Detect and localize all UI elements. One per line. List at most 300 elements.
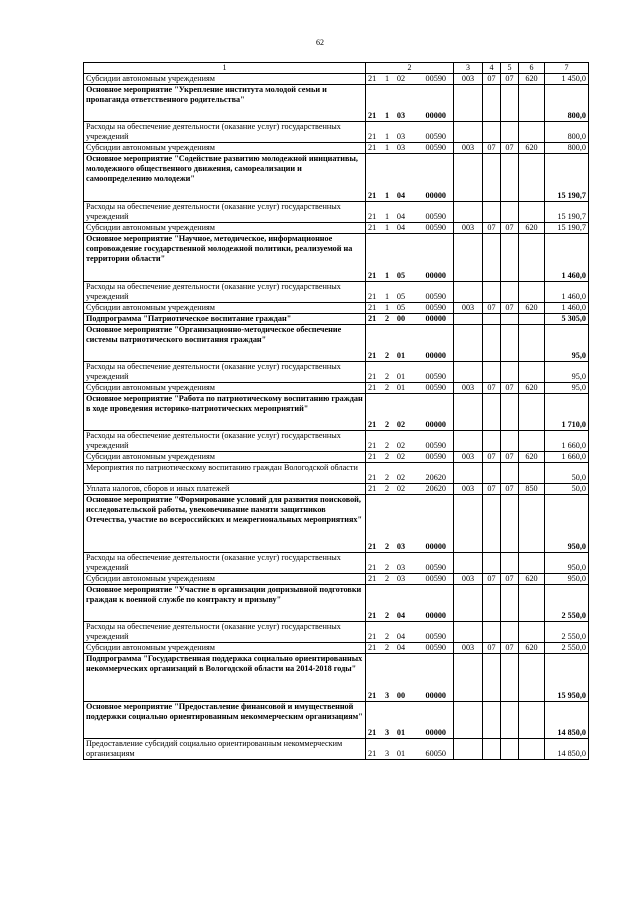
row-col-3 [454, 202, 483, 223]
row-code-part: 00590 [425, 132, 446, 141]
row-col-3 [454, 362, 483, 383]
row-name: Основное мероприятие "Содействие развитию молодежной инициативы, молодежного общественного движения, самореализации и самоопределению молодежи" [84, 154, 366, 202]
row-code-part: 00000 [425, 314, 446, 323]
row-col-3: 003 [454, 74, 483, 85]
row-code-part: 21 [368, 611, 377, 620]
row-code-part: 00590 [425, 574, 446, 583]
row-col-5 [501, 122, 519, 143]
row-col-6: 620 [519, 383, 545, 394]
row-code-part: 1 [384, 143, 390, 152]
row-code-part: 1 [384, 191, 390, 200]
row-col-7: 800,0 [545, 122, 589, 143]
row-code [366, 362, 454, 383]
row-name: Предоставление субсидий социально ориентированным некоммерческим организациям [84, 739, 366, 760]
page-number: 62 [316, 38, 324, 47]
row-name: Субсидии автономным учреждениям [84, 143, 366, 154]
row-col-3 [454, 431, 483, 452]
row-code-part: 2 [384, 611, 390, 620]
row-col-6 [519, 553, 545, 574]
row-code-part: 60050 [425, 749, 446, 758]
table-row [84, 553, 589, 574]
row-code [366, 654, 454, 702]
row-col-6 [519, 234, 545, 282]
row-col-5 [501, 85, 519, 122]
row-col-6 [519, 431, 545, 452]
row-code [366, 143, 454, 154]
row-col-3: 003 [454, 643, 483, 654]
row-code-part: 21 [368, 643, 377, 652]
row-code-part: 2 [384, 542, 390, 551]
table-row [84, 394, 589, 431]
row-col-7: 1 460,0 [545, 303, 589, 314]
row-col-6: 850 [519, 484, 545, 495]
row-col-5: 07 [501, 74, 519, 85]
row-col-7: 950,0 [545, 574, 589, 585]
row-code-part: 00000 [425, 271, 446, 280]
row-col-6 [519, 739, 545, 760]
row-col-3 [454, 154, 483, 202]
row-code-part: 1 [384, 292, 390, 301]
row-code-part: 02 [396, 452, 406, 461]
row-col-4: 07 [483, 383, 501, 394]
row-code-part: 21 [368, 728, 377, 737]
row-col-7: 50,0 [545, 484, 589, 495]
row-code-part: 21 [368, 143, 377, 152]
row-col-4: 07 [483, 574, 501, 585]
row-col-5: 07 [501, 484, 519, 495]
row-code-part: 21 [368, 691, 377, 700]
row-code [366, 622, 454, 643]
table-row [84, 314, 589, 325]
row-code-part: 21 [368, 542, 377, 551]
row-code-part: 00590 [425, 563, 446, 572]
row-name: Мероприятия по патриотическому воспитанию граждан Вологодской области [84, 463, 366, 484]
row-name: Основное мероприятие "Участие в организации допризывной подготовки граждан к военной службе по контракту и призыву" [84, 585, 366, 622]
row-code-part: 03 [396, 143, 406, 152]
table-row [84, 362, 589, 383]
row-code-part: 04 [396, 212, 406, 221]
row-code-part: 04 [396, 223, 406, 232]
row-col-6 [519, 585, 545, 622]
row-col-7: 95,0 [545, 325, 589, 362]
row-code-part: 00000 [425, 111, 446, 120]
row-col-7: 5 305,0 [545, 314, 589, 325]
row-code [366, 154, 454, 202]
row-code-part: 01 [396, 728, 406, 737]
row-code-part: 21 [368, 271, 377, 280]
row-code [366, 495, 454, 553]
row-code-part: 00590 [425, 303, 446, 312]
row-col-6 [519, 702, 545, 739]
row-code-part: 04 [396, 643, 406, 652]
row-code-part: 3 [384, 728, 390, 737]
row-col-6 [519, 282, 545, 303]
row-code-part: 21 [368, 372, 377, 381]
row-col-4 [483, 325, 501, 362]
row-name: Субсидии автономным учреждениям [84, 74, 366, 85]
row-col-3 [454, 314, 483, 325]
table-row [84, 495, 589, 553]
row-col-4 [483, 234, 501, 282]
row-col-3 [454, 122, 483, 143]
row-col-6: 620 [519, 74, 545, 85]
row-col-5 [501, 495, 519, 553]
row-col-7: 1 460,0 [545, 234, 589, 282]
row-code-part: 21 [368, 303, 377, 312]
row-code-part: 21 [368, 473, 377, 482]
row-col-7: 1 660,0 [545, 431, 589, 452]
row-col-6 [519, 85, 545, 122]
row-code-part: 21 [368, 111, 377, 120]
row-col-5 [501, 654, 519, 702]
row-code-part: 21 [368, 749, 377, 758]
row-col-7: 1 450,0 [545, 74, 589, 85]
row-name: Расходы на обеспечение деятельности (оказание услуг) государственных учреждений [84, 122, 366, 143]
row-code [366, 325, 454, 362]
row-col-5 [501, 362, 519, 383]
row-col-7: 15 190,7 [545, 202, 589, 223]
row-name: Расходы на обеспечение деятельности (оказание услуг) государственных учреждений [84, 431, 366, 452]
row-code [366, 394, 454, 431]
column-header-4: 4 [483, 63, 501, 74]
row-col-5: 07 [501, 452, 519, 463]
row-name: Основное мероприятие "Предоставление финансовой и имущественной поддержки социально ориентированным некоммерческим организациям" [84, 702, 366, 739]
row-code-part: 21 [368, 441, 377, 450]
row-code-part: 2 [384, 383, 390, 392]
row-code-part: 05 [396, 271, 406, 280]
row-col-7: 2 550,0 [545, 585, 589, 622]
row-code [366, 643, 454, 654]
row-code-part: 1 [384, 74, 390, 83]
row-code-part: 00000 [425, 611, 446, 620]
row-col-7: 50,0 [545, 463, 589, 484]
row-col-5: 07 [501, 383, 519, 394]
table-row [84, 282, 589, 303]
row-col-6 [519, 314, 545, 325]
row-col-4 [483, 85, 501, 122]
row-col-3: 003 [454, 452, 483, 463]
row-col-6 [519, 202, 545, 223]
row-code [366, 383, 454, 394]
row-col-4 [483, 622, 501, 643]
row-code-part: 2 [384, 473, 390, 482]
row-col-4 [483, 654, 501, 702]
row-col-4 [483, 282, 501, 303]
row-code-part: 00590 [425, 383, 446, 392]
row-code-part: 2 [384, 314, 390, 323]
row-col-5 [501, 394, 519, 431]
row-code-part: 1 [384, 132, 390, 141]
row-col-5 [501, 431, 519, 452]
row-name: Расходы на обеспечение деятельности (оказание услуг) государственных учреждений [84, 622, 366, 643]
table-row [84, 154, 589, 202]
row-col-5: 07 [501, 574, 519, 585]
row-col-4 [483, 702, 501, 739]
row-code-part: 2 [384, 574, 390, 583]
row-code [366, 574, 454, 585]
row-code-part: 21 [368, 351, 377, 360]
column-header-7: 7 [545, 63, 589, 74]
row-name: Уплата налогов, сборов и иных платежей [84, 484, 366, 495]
row-code-part: 00000 [425, 542, 446, 551]
row-code-part: 00590 [425, 143, 446, 152]
row-col-3: 003 [454, 383, 483, 394]
row-name: Подпрограмма "Государственная поддержка социально ориентированных некоммерческих организаций в Вологодской области на 2014-2018 годы" [84, 654, 366, 702]
row-code-part: 00590 [425, 643, 446, 652]
row-col-7: 95,0 [545, 383, 589, 394]
row-col-6 [519, 325, 545, 362]
table-row [84, 85, 589, 122]
row-name: Расходы на обеспечение деятельности (оказание услуг) государственных учреждений [84, 282, 366, 303]
row-code-part: 2 [384, 632, 390, 641]
row-code-part: 2 [384, 420, 390, 429]
row-code-part: 20620 [425, 484, 446, 493]
row-code-part: 21 [368, 420, 377, 429]
row-col-6: 620 [519, 223, 545, 234]
row-name: Субсидии автономным учреждениям [84, 383, 366, 394]
row-name: Основное мероприятие "Организационно-методическое обеспечение системы патриотического воспитания граждан" [84, 325, 366, 362]
row-name: Субсидии автономным учреждениям [84, 303, 366, 314]
table-row [84, 463, 589, 484]
table-row [84, 74, 589, 85]
row-col-7: 15 190,7 [545, 223, 589, 234]
budget-table [83, 62, 589, 760]
row-name: Основное мероприятие "Научное, методическое, информационное сопровождение государственной молодежной политики, реализуемой на территории области" [84, 234, 366, 282]
row-col-5 [501, 202, 519, 223]
row-col-5 [501, 325, 519, 362]
row-col-7: 15 190,7 [545, 154, 589, 202]
table-row [84, 303, 589, 314]
row-code-part: 02 [396, 420, 406, 429]
row-code-part: 21 [368, 292, 377, 301]
row-code [366, 452, 454, 463]
row-col-7: 950,0 [545, 553, 589, 574]
row-col-7: 950,0 [545, 495, 589, 553]
row-col-4 [483, 553, 501, 574]
row-code-part: 21 [368, 632, 377, 641]
row-col-6 [519, 154, 545, 202]
column-header-5: 5 [501, 63, 519, 74]
row-code-part: 2 [384, 484, 390, 493]
row-col-3 [454, 654, 483, 702]
row-code-part: 04 [396, 191, 406, 200]
row-code-part: 01 [396, 383, 406, 392]
row-col-5 [501, 739, 519, 760]
row-code-part: 1 [384, 212, 390, 221]
row-code-part: 05 [396, 303, 406, 312]
row-col-6 [519, 394, 545, 431]
column-header-6: 6 [519, 63, 545, 74]
row-code-part: 00 [396, 314, 406, 323]
row-col-5 [501, 553, 519, 574]
table-row [84, 654, 589, 702]
row-col-3 [454, 394, 483, 431]
row-code-part: 3 [384, 691, 390, 700]
row-col-4 [483, 122, 501, 143]
row-col-6 [519, 362, 545, 383]
table-row [84, 122, 589, 143]
row-col-7: 14 850,0 [545, 739, 589, 760]
row-code-part: 00590 [425, 372, 446, 381]
row-code-part: 01 [396, 372, 406, 381]
row-code-part: 03 [396, 563, 406, 572]
row-code-part: 00590 [425, 74, 446, 83]
table-row [84, 223, 589, 234]
row-code-part: 00590 [425, 632, 446, 641]
row-name: Субсидии автономным учреждениям [84, 643, 366, 654]
table-row [84, 234, 589, 282]
table-row [84, 622, 589, 643]
row-code-part: 02 [396, 484, 406, 493]
row-code [366, 85, 454, 122]
row-code-part: 00590 [425, 223, 446, 232]
row-col-3: 003 [454, 303, 483, 314]
row-col-6 [519, 654, 545, 702]
table-row [84, 431, 589, 452]
row-name: Основное мероприятие "Формирование условий для развития поисковой, исследовательской работы, увековечивание памяти защитников Отечества, участие во всероссийских и межрегиональных мероприятиях" [84, 495, 366, 553]
row-code-part: 21 [368, 452, 377, 461]
table-row [84, 202, 589, 223]
row-code-part: 01 [396, 351, 406, 360]
table-row [84, 585, 589, 622]
row-code-part: 21 [368, 383, 377, 392]
row-name: Субсидии автономным учреждениям [84, 574, 366, 585]
row-code [366, 74, 454, 85]
row-col-4: 07 [483, 74, 501, 85]
row-name: Подпрограмма "Патриотическое воспитание граждан" [84, 314, 366, 325]
row-col-6 [519, 622, 545, 643]
row-col-5: 07 [501, 643, 519, 654]
row-code-part: 00000 [425, 691, 446, 700]
row-col-4 [483, 739, 501, 760]
row-code-part: 21 [368, 574, 377, 583]
row-col-5 [501, 314, 519, 325]
row-code [366, 553, 454, 574]
row-col-5 [501, 234, 519, 282]
row-code-part: 00 [396, 691, 406, 700]
row-name: Основное мероприятие "Работа по патриотическому воспитанию граждан в ходе проведения историко-патриотических мероприятий" [84, 394, 366, 431]
row-col-7: 14 850,0 [545, 702, 589, 739]
row-col-4: 07 [483, 223, 501, 234]
row-code-part: 00590 [425, 441, 446, 450]
row-code-part: 00000 [425, 351, 446, 360]
row-code-part: 2 [384, 372, 390, 381]
table-row [84, 452, 589, 463]
row-col-6: 620 [519, 643, 545, 654]
row-col-4 [483, 362, 501, 383]
row-col-5: 07 [501, 143, 519, 154]
row-code [366, 484, 454, 495]
row-code-part: 21 [368, 223, 377, 232]
row-code [366, 234, 454, 282]
row-code-part: 00590 [425, 292, 446, 301]
row-name: Расходы на обеспечение деятельности (оказание услуг) государственных учреждений [84, 202, 366, 223]
row-col-7: 2 550,0 [545, 643, 589, 654]
row-col-4 [483, 314, 501, 325]
row-col-7: 95,0 [545, 362, 589, 383]
row-code-part: 2 [384, 441, 390, 450]
row-col-3 [454, 585, 483, 622]
row-col-4 [483, 585, 501, 622]
table-row [84, 383, 589, 394]
row-col-4 [483, 463, 501, 484]
row-col-3: 003 [454, 574, 483, 585]
row-col-6 [519, 495, 545, 553]
row-col-6: 620 [519, 452, 545, 463]
row-col-4 [483, 202, 501, 223]
table-row [84, 643, 589, 654]
row-col-7: 2 550,0 [545, 622, 589, 643]
row-code-part: 04 [396, 611, 406, 620]
row-code-part: 03 [396, 132, 406, 141]
row-code-part: 20620 [425, 473, 446, 482]
table-header-row [84, 63, 589, 74]
row-col-4 [483, 495, 501, 553]
row-col-4: 07 [483, 452, 501, 463]
row-col-5: 07 [501, 303, 519, 314]
row-code [366, 463, 454, 484]
row-code-part: 00000 [425, 420, 446, 429]
row-code-part: 1 [384, 111, 390, 120]
row-col-5 [501, 463, 519, 484]
row-code [366, 202, 454, 223]
row-code-part: 01 [396, 749, 406, 758]
row-col-4: 07 [483, 143, 501, 154]
row-code-part: 1 [384, 223, 390, 232]
row-code-part: 3 [384, 749, 390, 758]
row-code-part: 21 [368, 74, 377, 83]
row-code-part: 03 [396, 574, 406, 583]
row-col-6: 620 [519, 143, 545, 154]
row-col-3 [454, 739, 483, 760]
row-code-part: 02 [396, 74, 406, 83]
row-col-4 [483, 431, 501, 452]
row-col-3: 003 [454, 223, 483, 234]
row-code [366, 282, 454, 303]
row-name: Расходы на обеспечение деятельности (оказание услуг) государственных учреждений [84, 362, 366, 383]
row-col-3 [454, 282, 483, 303]
row-col-3 [454, 325, 483, 362]
row-col-7: 1 710,0 [545, 394, 589, 431]
row-code [366, 303, 454, 314]
row-code-part: 00000 [425, 728, 446, 737]
row-code-part: 03 [396, 542, 406, 551]
row-code [366, 122, 454, 143]
row-col-4 [483, 154, 501, 202]
table-row [84, 484, 589, 495]
row-code-part: 2 [384, 452, 390, 461]
row-code-part: 21 [368, 563, 377, 572]
row-name: Субсидии автономным учреждениям [84, 223, 366, 234]
row-code [366, 702, 454, 739]
row-col-5: 07 [501, 223, 519, 234]
row-code-part: 21 [368, 484, 377, 493]
row-code-part: 21 [368, 191, 377, 200]
row-code-part: 00590 [425, 452, 446, 461]
row-name: Расходы на обеспечение деятельности (оказание услуг) государственных учреждений [84, 553, 366, 574]
row-col-5 [501, 154, 519, 202]
row-code [366, 314, 454, 325]
row-code-part: 05 [396, 292, 406, 301]
row-name: Основное мероприятие "Укрепление института молодой семьи и пропаганда ответственного родительства" [84, 85, 366, 122]
row-col-4 [483, 394, 501, 431]
row-col-3 [454, 234, 483, 282]
row-col-5 [501, 622, 519, 643]
row-code-part: 02 [396, 441, 406, 450]
row-col-4: 07 [483, 303, 501, 314]
table-row [84, 143, 589, 154]
row-code-part: 00000 [425, 191, 446, 200]
